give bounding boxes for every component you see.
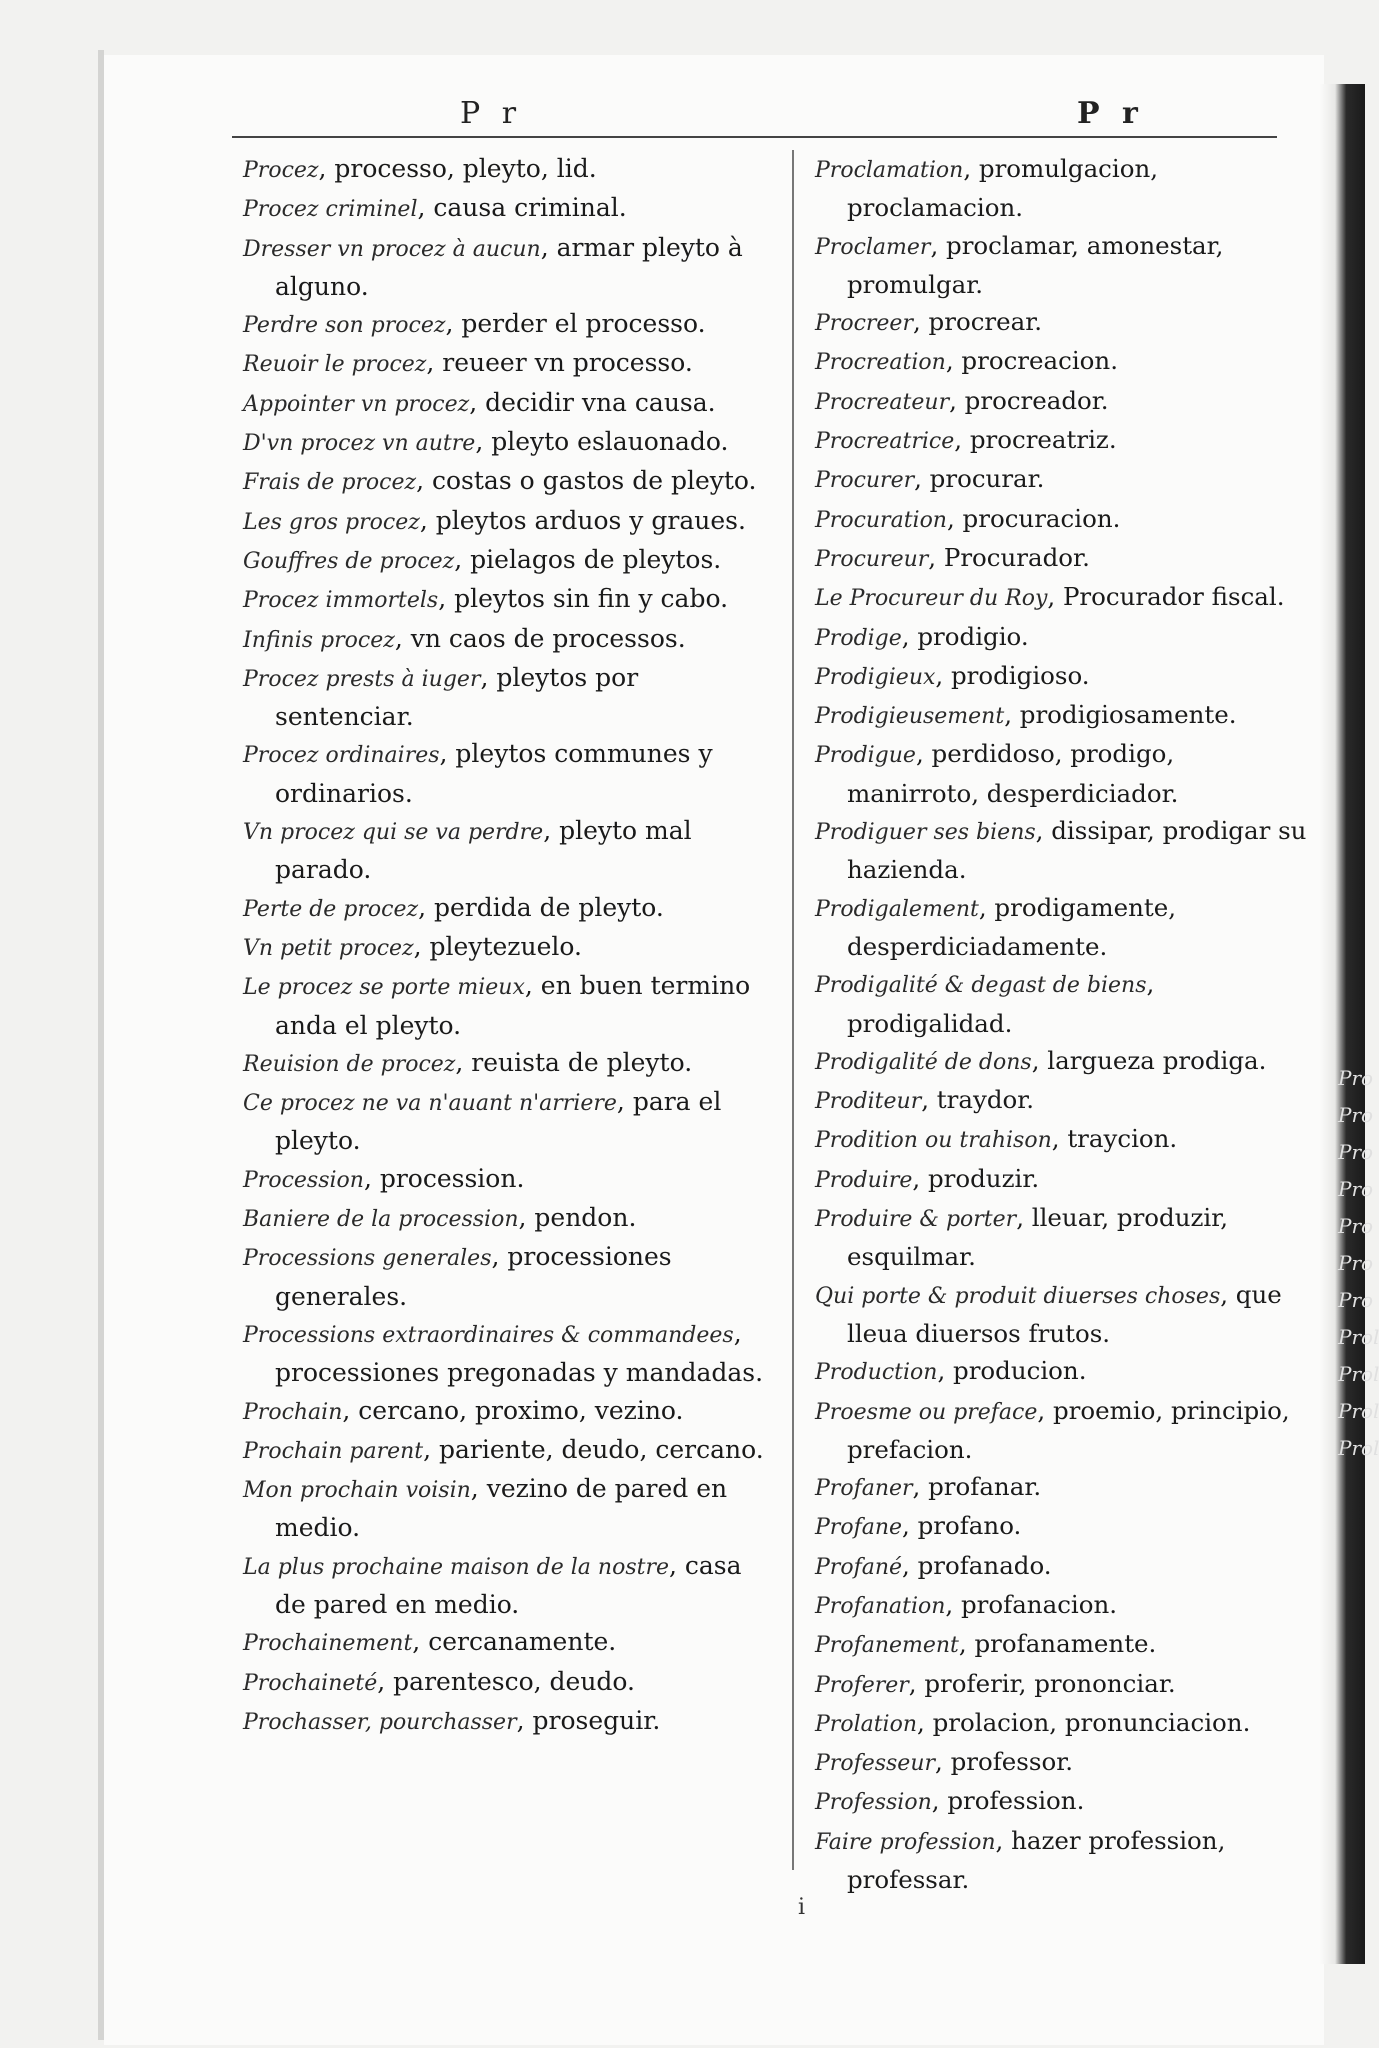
margin-fragment: Pro: [1338, 1140, 1374, 1164]
entry-translation: , profano.: [902, 1511, 1022, 1541]
dictionary-entry: [243, 928, 768, 967]
entry-translation: , Procurador.: [928, 542, 1090, 572]
entry-headword: Reuision de procez: [243, 1051, 456, 1077]
entry-translation: , profanacion.: [945, 1589, 1118, 1619]
next-page-margin: [1338, 1060, 1379, 1467]
entry-translation: , proclamar, amonestar, promulgar.: [847, 230, 1224, 299]
entry-headword: Procez immortels: [243, 588, 439, 614]
running-head-left: P r: [460, 96, 523, 131]
entry-translation: , pleyto mal parado.: [275, 816, 692, 885]
dictionary-entry: [243, 1470, 768, 1547]
entry-translation: , hazer profession, professar.: [847, 1825, 1226, 1895]
entry-headword: Appointer vn procez: [243, 391, 470, 417]
dictionary-entry: [815, 812, 1310, 889]
entry-headword: Procez criminel: [243, 197, 418, 223]
dictionary-entry: [243, 1392, 768, 1431]
entry-translation: , proseguir.: [516, 1705, 661, 1735]
entry-translation: , produzir.: [912, 1163, 1040, 1193]
entry-headword: Prodigalité de dons: [815, 1049, 1032, 1075]
dictionary-entry: [815, 965, 1310, 1042]
entry-headword: Prochain parent: [243, 1438, 424, 1464]
entry-headword: Proditeur: [815, 1089, 922, 1115]
dictionary-entry: [243, 620, 768, 659]
entry-translation: , costas o gastos de pleyto.: [416, 466, 757, 496]
dictionary-entry: [243, 1315, 768, 1392]
entry-translation: , profanar.: [912, 1472, 1042, 1502]
entry-headword: Professeur: [815, 1751, 936, 1777]
entry-translation: , prolacion, pronunciacion.: [917, 1707, 1251, 1737]
entry-translation: , perder el processo.: [445, 309, 706, 339]
entry-headword: Prodigieusement: [815, 704, 1005, 730]
right-column: [815, 150, 1310, 1898]
dictionary-entry: [243, 1702, 768, 1741]
dictionary-entry: [243, 889, 768, 928]
entry-translation: , largueza prodiga.: [1031, 1045, 1267, 1075]
entry-translation: , causa criminal.: [417, 193, 627, 223]
margin-fragment: Pro: [1338, 1103, 1374, 1127]
entry-headword: Proclamer: [815, 234, 931, 260]
dictionary-entry: [815, 1276, 1310, 1353]
entry-headword: Profané: [815, 1554, 903, 1580]
dictionary-entry: [243, 150, 768, 189]
dictionary-entry: [243, 659, 768, 736]
entry-translation: , que lleua diuersos frutos.: [847, 1279, 1282, 1348]
entry-headword: Le Procureur du Roy: [815, 586, 1048, 612]
entry-translation: , procuracion.: [946, 503, 1121, 533]
entry-headword: Prochainement: [243, 1631, 413, 1657]
dictionary-entry: [815, 342, 1310, 381]
margin-fragment: Prol: [1338, 1325, 1379, 1349]
entry-headword: Production: [815, 1360, 938, 1386]
entry-headword: Dresser vn procez à aucun: [243, 236, 541, 262]
entry-translation: , perdida de pleyto.: [418, 892, 664, 922]
entry-headword: Procez prests à iuger: [243, 666, 481, 692]
entry-headword: Proesme ou preface: [815, 1399, 1038, 1425]
entry-translation: , procurar.: [914, 464, 1045, 494]
dictionary-entry: [815, 227, 1310, 304]
dictionary-entry: [243, 1547, 768, 1624]
margin-fragment: Pro: [1338, 1177, 1374, 1201]
entry-headword: Prochain: [243, 1399, 343, 1425]
entry-headword: Profane: [815, 1515, 903, 1541]
entry-translation: , casa de pared en medio.: [275, 1550, 742, 1619]
dictionary-entry: [815, 578, 1310, 617]
dictionary-entry: [815, 1468, 1310, 1507]
dictionary-entry: [243, 229, 768, 306]
entry-translation: , traydor.: [921, 1085, 1035, 1115]
dictionary-entry: [815, 539, 1310, 578]
entry-translation: , dissipar, prodigar su hazienda.: [847, 816, 1307, 885]
dictionary-entry: [815, 1586, 1310, 1625]
dictionary-entry: [243, 1431, 768, 1470]
entry-translation: , traycion.: [1051, 1124, 1178, 1154]
entry-translation: , perdidoso, prodigo, manirroto, desperdiciador.: [847, 739, 1179, 808]
dictionary-entry: [243, 541, 768, 580]
dictionary-entry: [243, 580, 768, 619]
dictionary-entry: [243, 384, 768, 423]
entry-headword: La plus prochaine maison de la nostre: [243, 1554, 669, 1580]
dictionary-entry: [815, 1120, 1310, 1159]
entry-translation: , parentesco, deudo.: [377, 1666, 635, 1696]
entry-translation: , decidir vna causa.: [469, 387, 716, 417]
entry-translation: , producion.: [937, 1356, 1087, 1386]
entry-headword: Procurer: [815, 468, 915, 494]
dictionary-entry: [815, 1704, 1310, 1743]
entry-headword: Reuoir le procez: [243, 352, 427, 378]
entry-headword: Processions generales: [243, 1246, 492, 1272]
entry-headword: Prodige: [815, 625, 902, 651]
entry-translation: , vezino de pared en medio.: [275, 1474, 728, 1543]
dictionary-entry: [815, 1042, 1310, 1081]
dictionary-entry: [243, 1238, 768, 1315]
dictionary-entry: [815, 303, 1310, 342]
entry-headword: Baniere de la procession: [243, 1207, 519, 1233]
folio-mark: i: [798, 1895, 806, 1920]
entry-translation: , vn caos de processos.: [394, 623, 686, 653]
column-divider: [792, 150, 794, 1870]
entry-headword: Qui porte & produit diuerses choses: [815, 1283, 1221, 1309]
entry-headword: Produire: [815, 1167, 913, 1193]
entry-translation: , pleytos por sentenciar.: [275, 662, 639, 732]
entry-translation: , pariente, deudo, cercano.: [423, 1434, 764, 1464]
entry-headword: Ce procez ne va n'auant n'arriere: [243, 1091, 617, 1117]
entry-translation: , processo, pleyto, lid.: [318, 154, 597, 183]
entry-translation: , profanado.: [902, 1550, 1052, 1580]
dictionary-entry: [815, 150, 1310, 227]
entry-headword: Profaner: [815, 1476, 913, 1502]
entry-translation: , professor.: [935, 1747, 1074, 1777]
entry-translation: , prodigalidad.: [847, 969, 1155, 1038]
entry-headword: Procez: [243, 158, 319, 183]
entry-headword: Procuration: [815, 507, 947, 533]
entry-translation: , en buen termino anda el pleyto.: [275, 971, 751, 1040]
dictionary-entry: [815, 1392, 1310, 1469]
dictionary-entry: [243, 1083, 768, 1160]
entry-translation: , prodigio.: [901, 621, 1029, 651]
entry-headword: Procez ordinaires: [243, 743, 440, 769]
entry-headword: Prodition ou trahison: [815, 1128, 1052, 1154]
margin-fragment: Pro: [1338, 1214, 1374, 1238]
dictionary-entry: [243, 1663, 768, 1702]
entry-headword: Prodigalement: [815, 896, 979, 922]
dictionary-entry: [815, 382, 1310, 421]
dictionary-entry: [815, 500, 1310, 539]
dictionary-entry: [815, 460, 1310, 499]
entry-translation: , processiones generales.: [275, 1242, 672, 1311]
entry-translation: , proferir, prononciar.: [908, 1668, 1176, 1698]
left-column: [243, 150, 768, 1741]
dictionary-entry: [243, 305, 768, 344]
dictionary-entry: [815, 421, 1310, 460]
entry-translation: , pleytos sin fin y cabo.: [438, 584, 729, 614]
margin-fragment: Prol: [1338, 1436, 1379, 1460]
entry-translation: , armar pleyto à alguno.: [275, 232, 743, 301]
entry-headword: Prodigieux: [815, 664, 936, 690]
dictionary-entry: [815, 735, 1310, 812]
entry-headword: Mon prochain voisin: [243, 1478, 471, 1504]
entry-headword: Procreatrice: [815, 429, 955, 455]
dictionary-entry: [243, 1623, 768, 1662]
margin-fragment: Prol: [1338, 1399, 1379, 1423]
dictionary-entry: [815, 1507, 1310, 1546]
dictionary-entry: [243, 462, 768, 501]
entry-translation: , profession.: [931, 1786, 1085, 1816]
dictionary-entry: [815, 1625, 1310, 1664]
entry-translation: , promulgacion, proclamacion.: [847, 154, 1159, 223]
entry-headword: Prolation: [815, 1711, 918, 1737]
entry-headword: Profanation: [815, 1593, 946, 1619]
entry-translation: , proemio, principio, prefacion.: [847, 1395, 1290, 1464]
dictionary-entry: [243, 423, 768, 462]
entry-headword: Profession: [815, 1790, 932, 1816]
entry-translation: , para el pleyto.: [275, 1087, 722, 1156]
entry-translation: , prodigiosamente.: [1004, 700, 1237, 730]
entry-headword: Proferer: [815, 1672, 909, 1698]
entry-headword: Faire profession: [815, 1829, 996, 1855]
entry-headword: Perte de procez: [243, 896, 419, 922]
entry-translation: , Procurador fiscal.: [1047, 582, 1285, 612]
dictionary-entry: [243, 735, 768, 812]
entry-translation: , pleytos communes y ordinarios.: [275, 739, 713, 808]
entry-headword: Prodigalité & degast de biens: [815, 973, 1147, 999]
entry-headword: Produire & porter: [815, 1207, 1017, 1233]
dictionary-entry: [815, 696, 1310, 735]
dictionary-entry: [243, 189, 768, 228]
dictionary-entry: [815, 1160, 1310, 1199]
entry-headword: Procreation: [815, 350, 946, 376]
entry-headword: Procession: [243, 1167, 364, 1193]
entry-headword: Profanement: [815, 1633, 959, 1659]
entry-translation: , reueer vn processo.: [426, 348, 693, 378]
dictionary-entry: [815, 618, 1310, 657]
dictionary-entry: [243, 344, 768, 383]
dictionary-entry: [815, 1665, 1310, 1704]
entry-translation: , pleytezuelo.: [413, 931, 582, 961]
dictionary-entry: [815, 1547, 1310, 1586]
margin-fragment: Pro: [1338, 1288, 1374, 1312]
entry-translation: , pendon.: [518, 1203, 637, 1233]
entry-headword: Prochaineté: [243, 1670, 378, 1696]
entry-headword: Perdre son procez: [243, 313, 446, 339]
dictionary-entry: [815, 889, 1310, 966]
entry-translation: , processiones pregonadas y mandadas.: [275, 1318, 764, 1388]
running-head-right: P r: [1077, 96, 1144, 131]
entry-translation: , pleytos arduos y graues.: [419, 505, 746, 535]
entry-headword: Les gros procez: [243, 509, 420, 535]
entry-translation: , lleuar, produzir, esquilmar.: [847, 1203, 1229, 1272]
entry-headword: Proclamation: [815, 158, 964, 183]
entry-translation: , procreacion.: [945, 346, 1118, 376]
margin-fragment: Prol: [1338, 1362, 1379, 1386]
entry-headword: Gouffres de procez: [243, 548, 455, 574]
entry-translation: , procreatriz.: [954, 425, 1117, 455]
dictionary-entry: [815, 1352, 1310, 1391]
dictionary-entry: [243, 812, 768, 889]
entry-translation: , procession.: [363, 1163, 525, 1193]
dictionary-entry: [243, 502, 768, 541]
entry-translation: , prodigamente, desperdiciadamente.: [847, 892, 1177, 961]
entry-translation: , reuista de pleyto.: [455, 1047, 693, 1077]
entry-headword: Vn petit procez: [243, 935, 414, 961]
margin-fragment: Pro: [1338, 1251, 1374, 1275]
entry-headword: Prodigue: [815, 743, 916, 769]
entry-translation: , profanamente.: [958, 1629, 1157, 1659]
entry-translation: , prodigioso.: [935, 660, 1090, 690]
margin-fragment: Pro: [1338, 1066, 1374, 1090]
dictionary-entry: [815, 1743, 1310, 1782]
entry-translation: , cercano, proximo, vezino.: [342, 1395, 684, 1425]
dictionary-entry: [243, 1160, 768, 1199]
entry-headword: Procureur: [815, 546, 929, 572]
entry-translation: , procrear.: [912, 307, 1043, 337]
entry-headword: Frais de procez: [243, 470, 417, 496]
entry-headword: Processions extraordinaires & commandees: [243, 1322, 734, 1348]
entry-headword: Vn procez qui se va perdre: [243, 820, 544, 846]
dictionary-entry: [243, 967, 768, 1044]
dictionary-entry: [815, 1081, 1310, 1120]
entry-translation: , pielagos de pleytos.: [454, 544, 722, 574]
entry-translation: , cercanamente.: [412, 1627, 617, 1657]
dictionary-entry: [243, 1199, 768, 1238]
header-rule: [232, 136, 1277, 138]
dictionary-entry: [243, 1044, 768, 1083]
entry-headword: Procreer: [815, 311, 913, 337]
entry-translation: , procreador.: [949, 385, 1109, 415]
dictionary-entry: [815, 1822, 1310, 1899]
dictionary-entry: [815, 657, 1310, 696]
entry-headword: Le procez se porte mieux: [243, 975, 525, 1001]
entry-translation: , pleyto eslauonado.: [475, 427, 729, 457]
entry-headword: Procreateur: [815, 389, 950, 415]
entry-headword: Prochasser, pourchasser: [243, 1709, 517, 1735]
dictionary-entry: [815, 1782, 1310, 1821]
entry-headword: Infinis procez: [243, 627, 395, 653]
dictionary-entry: [815, 1199, 1310, 1276]
entry-headword: D'vn procez vn autre: [243, 431, 476, 457]
entry-headword: Prodiguer ses biens: [815, 820, 1036, 846]
